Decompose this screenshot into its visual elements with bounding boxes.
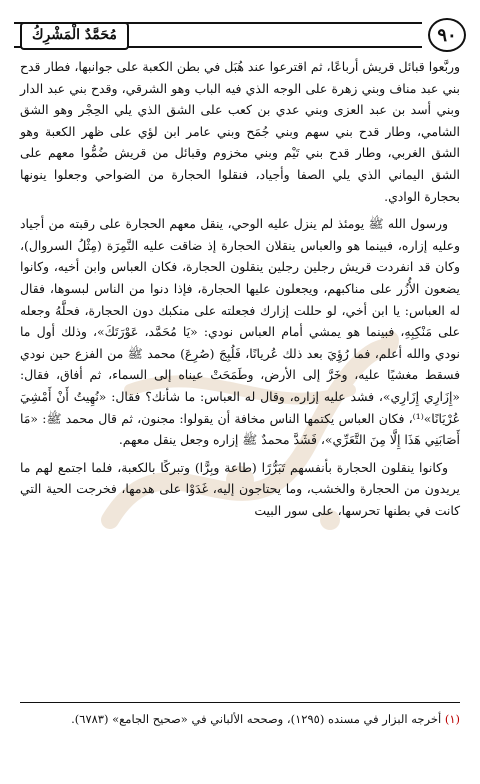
page-number: ٩٠: [428, 18, 466, 52]
page-header: [14, 18, 466, 46]
footnote: [20, 710, 460, 728]
footnote-text: أخرجه البزار في مسنده (١٢٩٥)، وصححه الألباني في «صحيح الجامع» (٦٧٨٣).: [71, 712, 442, 726]
paragraph-1: وربَّعوا قبائل قريش أرباعًا، ثم اقترعوا عند هُبَل في بطن الكعبة على جوانبها، فطار قدح بني عبد مناف وبني زهرة على الوجه الذي فيه الباب وهو الشرقي، وقدح بني عبد الدار وبني أسد بن عبد العزى وبني عدي بن كعب على الشق الذي يلي الحِجْر وهو الشق الشامي، وطار قدح بني سهم وبني جُمَح وبني عامر ابن لؤي على ظهر الكعبة وهو الشق الغربي، وطار قدح بني تَيْم وبني مخزوم وقبائل من قريش ضُمُّوا معهم على الشق اليماني الذي يلي الصفا وأجياد، فنقلوا الحجارة من الضواحي وجعلوا ينونها بحجارة الوادي.: [20, 59, 460, 204]
header-banner: [14, 22, 422, 48]
footnote-marker: (١): [444, 712, 460, 726]
paragraph-2: ورسول الله ﷺ يومئذ لم ينزل عليه الوحي، ينقل معهم الحجارة على رقبته من أجياد وعليه إزاره، فبينما هو والعباس ينقلان الحجارة إذ ضاقت عليه النَّمِرَة (مِثْلُ السروال)، وكان قد انفردت قريش رجلين رجلين ينقلون الحجارة، فكان العباس وابن أخيه، وكانوا يضعون الأُزُر على مناكبهم، ويجعلون عليها الحجارة، فإذا دنوا من الناس لبسوها، فقال له العباس: يا ابن أخي، لو حللت إزارك فجعلته على منكبك دون الحجارة، فحلَّهُ وجعله على مَنْكِبِهِ، فبينما هو يمشي أمام العباس نودي: «يَا مُحَمَّد، عَوْرَتَكَ»، وذلك أول ما نودي والله أعلم، فما رُؤِيَ بعد ذلك عُريانًا، فَلُبِجَ (صُرِعَ) محمد ﷺ من الفزع حين نودي فسقط مغشيًا عليه، وخَرَّ إلى الأرض، وطَمَحَتْ عيناه إلى السماء، ثم أفاق، فقال: «إِزَارِي إِزَارِي»، فشد عليه إزاره، وقال له العباس: ما شأنك؟ فقال: «نُهِيتُ أَنْ أَمْشِيَ عُرْيَانًا»⁽¹⁾، فكان العباس يكتمها الناس مخافة أن يقولوا: مجنون، ثم قال محمد ﷺ: «مَا أَصَابَنِي هَذَا إِلَّا مِنَ التَّعَرِّي»، فَشَدَّ محمدٌ ﷺ إزاره وجعل ينقل معهم.: [20, 216, 460, 448]
footnote-divider: [20, 702, 460, 703]
running-title: مُحَمَّدٌ الْمَشْرِكُ: [20, 22, 129, 50]
paragraph-3: وكانوا ينقلون الحجارة بأنفسهم تَبَرُّرًا (طاعة وبِرًّا) وتبركًا بالكعبة، فلما اجتمع لهم ما يريدون من الحجارة والخشب، وما يحتاجون إليه، غَدَوْا على هدمها، فخرجت الحية التي كانت في بطنها تحرسها، على سور البيت: [20, 459, 460, 518]
main-text: [20, 56, 460, 527]
